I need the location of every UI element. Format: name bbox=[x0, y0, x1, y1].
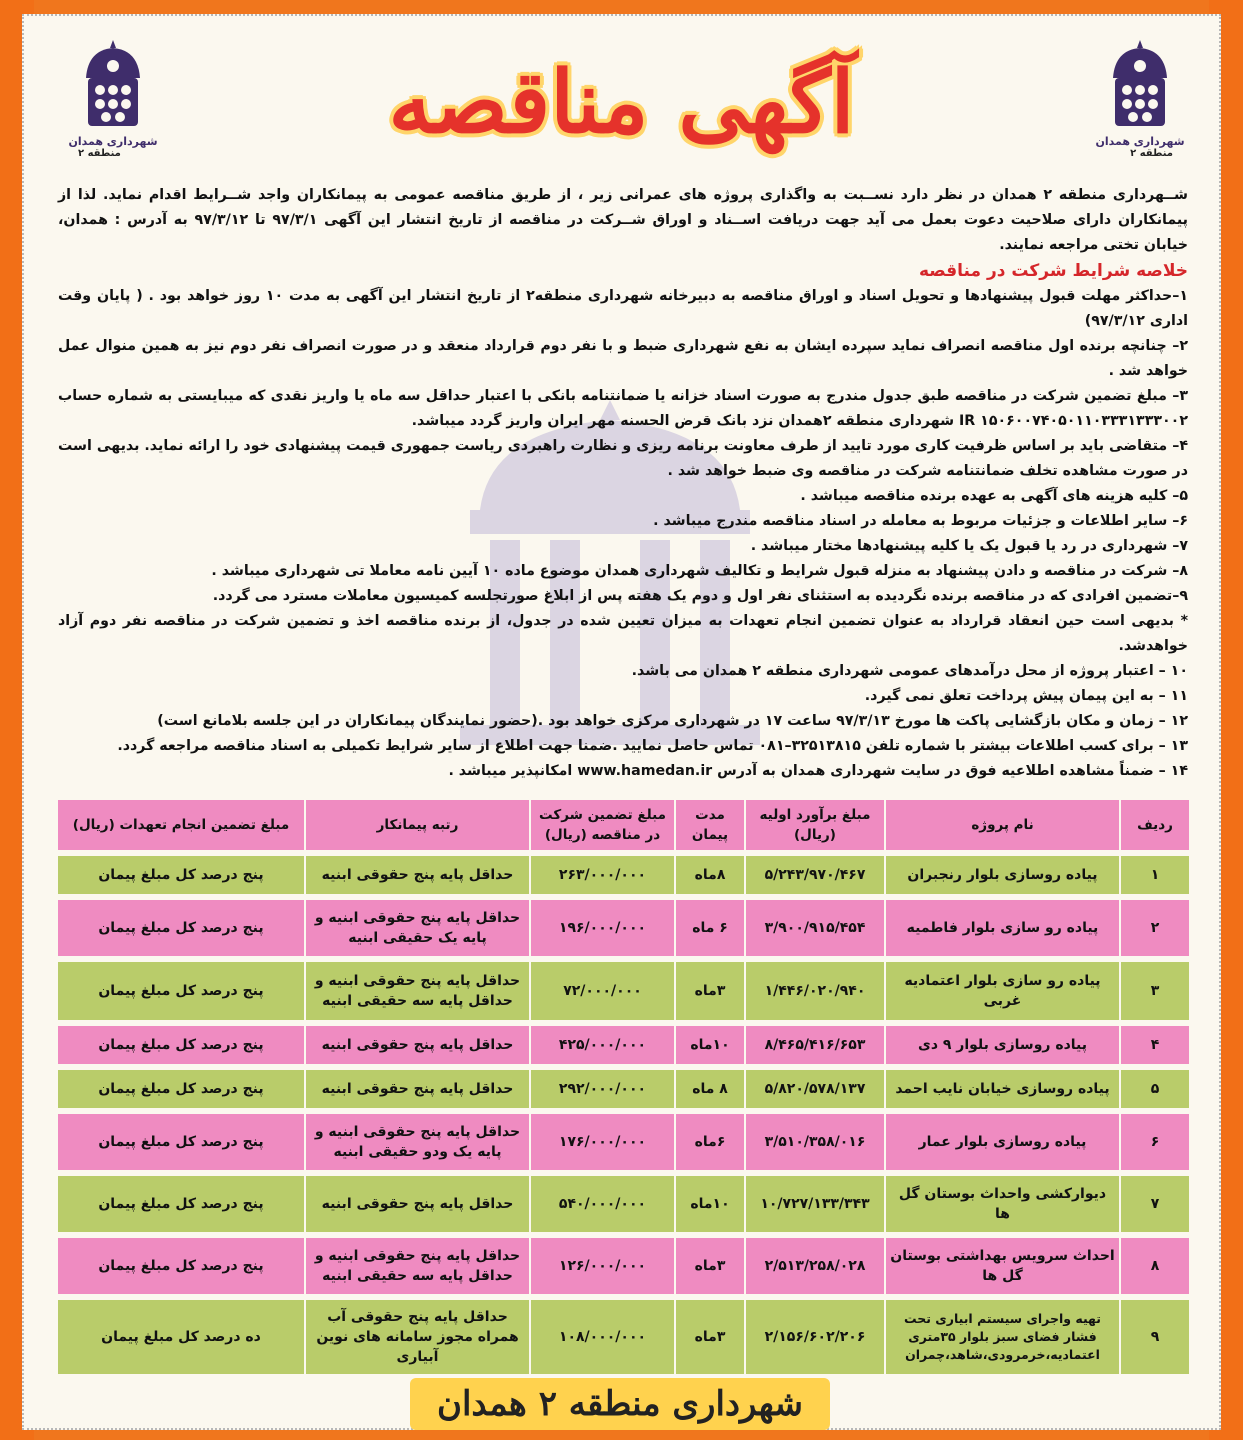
condition-item: ۱۳ – برای کسب اطلاعات بیشتر با شماره تلفن ۳۲۵۱۳۸۱۵–۰۸۱ تماس حاصل نمایید .ضمنا جهت اطلاع از سایر شرایط تکمیلی به اسناد مناقصه مراجعه گردد. bbox=[117, 738, 1188, 754]
cell-duration: ۳ماه bbox=[674, 1300, 744, 1374]
footer-dots-left bbox=[40, 1398, 400, 1412]
cell-performance-bond: پنج درصد کل مبلغ پیمان bbox=[56, 1070, 304, 1108]
cell-project-name: پیاده روسازی بلوار رنجبران bbox=[884, 856, 1119, 894]
condition-item: ۸– شرکت در مناقصه و دادن پیشنهاد به منزله قبول شرایط و تکالیف شهرداری همدان موضوع ماده ۱۰ آیین نامه معاملا تی شهرداری میباشد . bbox=[211, 563, 1188, 579]
condition-item: ۹–تضمین افرادی که در مناقصه برنده نگردیده به استثنای نفر اول و دوم یک هفته پس از ابلاغ صورتجلسه کمیسیون معاملات مسترد می گردد. bbox=[212, 588, 1188, 604]
condition-item: ۲– چنانچه برنده اول مناقصه انصراف نماید سپرده ایشان به نفع شهرداری ضبط و با نفر دوم قرارداد منعقد و در صورت انصراف نفر دوم نیز به همین منوال عمل خواهد شد . bbox=[58, 338, 1188, 379]
col-header-duration: مدت پیمان bbox=[674, 800, 744, 850]
condition-item: ۶– سایر اطلاعات و جزئیات مربوط به معامله در اسناد مناقصه مندرج میباشد . bbox=[653, 513, 1188, 529]
condition-item: ۳– مبلغ تضمین شرکت در مناقصه طبق جدول مندرج به صورت اسناد خزانه یا ضمانتنامه بانکی با اعتبار حداقل سه ماه یا واریز نقدی که میبایستی به شماره حساب IR ۱۵۰۶۰۰۷۴۰۵۰۱۱۰۳۳۳۱۳۳۳۰۰۲ شهرداری منطقه ۲همدان نزد بانک قرض الحسنه مهر ایران واریز گردد میباشد. bbox=[58, 388, 1188, 429]
cell-row-number: ۲ bbox=[1119, 900, 1189, 956]
table-row bbox=[56, 900, 1189, 956]
cell-bid-bond: ۵۴۰/۰۰۰/۰۰۰ bbox=[529, 1176, 674, 1232]
table-row bbox=[56, 1176, 1189, 1232]
cell-contractor-rank: حداقل پایه پنج حقوقی ابنیه bbox=[304, 856, 529, 894]
cell-contractor-rank: حداقل پایه پنج حقوقی ابنیه و پایه یک ودو حقیقی ابنیه bbox=[304, 1114, 529, 1170]
cell-performance-bond: پنج درصد کل مبلغ پیمان bbox=[56, 1026, 304, 1064]
cell-duration: ۱۰ماه bbox=[674, 1026, 744, 1064]
table-row bbox=[56, 962, 1189, 1020]
table-row bbox=[56, 1026, 1189, 1064]
cell-project-name: پیاده رو سازی بلوار اعتمادیه غربی bbox=[884, 962, 1119, 1020]
cell-contractor-rank: حداقل پایه پنج حقوقی ابنیه bbox=[304, 1026, 529, 1064]
intro-paragraph: شــهرداری منطقه ۲ همدان در نظر دارد نســبت به واگذاری پروژه های عمرانی زیر ، از طریق مناقصه عمومی به پیمانکاران واجد شــرایط اقدام نماید. لذا از پیمانکاران دارای صلاحیت دعوت بعمل می آید جهت دریافت اســناد و اوراق شــرکت در مناقصه از تاریخ انتشار این آگهی ۹۷/۳/۱ تا ۹۷/۳/۱۲ به آدرس : همدان، خیابان تختی مراجعه نمایند. bbox=[58, 187, 1188, 253]
cell-row-number: ۷ bbox=[1119, 1176, 1189, 1232]
col-header-project-name: نام پروژه bbox=[884, 800, 1119, 850]
cell-duration: ۸ماه bbox=[674, 856, 744, 894]
cell-row-number: ۶ bbox=[1119, 1114, 1189, 1170]
cell-contractor-rank: حداقل پایه پنج حقوقی ابنیه و حداقل پایه سه حقیقی ابنیه bbox=[304, 962, 529, 1020]
cell-duration: ۶ماه bbox=[674, 1114, 744, 1170]
table-row bbox=[56, 1070, 1189, 1108]
cell-project-name: پیاده روسازی بلوار ۹ دی bbox=[884, 1026, 1119, 1064]
cell-estimate: ۸/۴۶۵/۴۱۶/۶۵۳ bbox=[744, 1026, 884, 1064]
cell-estimate: ۵/۲۴۳/۹۷۰/۴۶۷ bbox=[744, 856, 884, 894]
logo-title: شهرداری همدان bbox=[68, 135, 158, 148]
condition-item: ۵– کلیه هزینه های آگهی به عهده برنده مناقصه میباشد . bbox=[800, 488, 1188, 504]
cell-row-number: ۹ bbox=[1119, 1300, 1189, 1374]
table-row bbox=[56, 1238, 1189, 1294]
table-row bbox=[56, 1300, 1189, 1374]
cell-estimate: ۳/۹۰۰/۹۱۵/۴۵۴ bbox=[744, 900, 884, 956]
cell-performance-bond: پنج درصد کل مبلغ پیمان bbox=[56, 1238, 304, 1294]
col-header-bid-bond: مبلغ تضمین شرکت در مناقصه (ریال) bbox=[529, 800, 674, 850]
cell-project-name: پیاده روسازی خیابان نایب احمد bbox=[884, 1070, 1119, 1108]
cell-performance-bond: پنج درصد کل مبلغ پیمان bbox=[56, 962, 304, 1020]
cell-bid-bond: ۱۷۶/۰۰۰/۰۰۰ bbox=[529, 1114, 674, 1170]
cell-row-number: ۴ bbox=[1119, 1026, 1189, 1064]
cell-contractor-rank: حداقل پایه پنج حقوقی ابنیه و حداقل پایه سه حقیقی ابنیه bbox=[304, 1238, 529, 1294]
cell-duration: ۳ماه bbox=[674, 962, 744, 1020]
condition-item: ۱–حداکثر مهلت قبول پیشنهادها و تحویل اسناد و اوراق مناقصه به دبیرخانه شهرداری منطقه۲ از تاریخ انتشار این آگهی به مدت ۱۰ روز خواهد بود . ( پایان وقت اداری ۹۷/۳/۱۲) bbox=[58, 288, 1188, 329]
cell-project-name: پیاده روسازی بلوار عمار bbox=[884, 1114, 1119, 1170]
table-row bbox=[56, 1114, 1189, 1170]
cell-estimate: ۱/۴۴۶/۰۲۰/۹۴۰ bbox=[744, 962, 884, 1020]
cell-bid-bond: ۱۲۶/۰۰۰/۰۰۰ bbox=[529, 1238, 674, 1294]
cell-project-name: احداث سرویس بهداشتی بوستان گل ها bbox=[884, 1238, 1119, 1294]
footer-banner: شهرداری منطقه ۲ همدان bbox=[410, 1378, 830, 1430]
cell-contractor-rank: حداقل پایه پنج حقوقی ابنیه bbox=[304, 1176, 529, 1232]
projects-table bbox=[56, 794, 1189, 1380]
cell-bid-bond: ۱۰۸/۰۰۰/۰۰۰ bbox=[529, 1300, 674, 1374]
cell-bid-bond: ۲۶۳/۰۰۰/۰۰۰ bbox=[529, 856, 674, 894]
cell-performance-bond: پنج درصد کل مبلغ پیمان bbox=[56, 856, 304, 894]
table-header-row bbox=[56, 800, 1189, 850]
cell-contractor-rank: حداقل پایه پنج حقوقی آب همراه مجوز سامانه های نوین آبیاری bbox=[304, 1300, 529, 1374]
cell-row-number: ۳ bbox=[1119, 962, 1189, 1020]
condition-item: ۱۰ – اعتبار پروژه از محل درآمدهای عمومی شهرداری منطقه ۲ همدان می باشد. bbox=[631, 663, 1188, 679]
cell-duration: ۱۰ماه bbox=[674, 1176, 744, 1232]
cell-performance-bond: پنج درصد کل مبلغ پیمان bbox=[56, 1114, 304, 1170]
conditions-heading: خلاصه شرایط شرکت در مناقصه bbox=[918, 261, 1188, 281]
col-header-row-number: ردیف bbox=[1119, 800, 1189, 850]
cell-row-number: ۸ bbox=[1119, 1238, 1189, 1294]
condition-item: ۱۲ – زمان و مکان بازگشایی پاکت ها مورخ ۹۷/۳/۱۳ ساعت ۱۷ در شهرداری مرکزی خواهد بود .(حضور نمایندگان پیمانکاران در این جلسه بلامانع است) bbox=[157, 713, 1188, 729]
cell-project-name: دیوارکشی واحداث بوستان گل ها bbox=[884, 1176, 1119, 1232]
col-header-contractor-rank: رتبه پیمانکار bbox=[304, 800, 529, 850]
cell-duration: ۶ ماه bbox=[674, 900, 744, 956]
cell-project-name: تهیه واجرای سیستم ابیاری تحت فشار فضای سبز بلوار ۳۵متری اعتمادیه،خرمرودی،شاهد،چمران bbox=[884, 1300, 1119, 1374]
cell-duration: ۳ماه bbox=[674, 1238, 744, 1294]
cell-estimate: ۲/۱۵۶/۶۰۲/۲۰۶ bbox=[744, 1300, 884, 1374]
notice-body bbox=[58, 183, 1188, 784]
cell-bid-bond: ۴۲۵/۰۰۰/۰۰۰ bbox=[529, 1026, 674, 1064]
cell-estimate: ۵/۸۲۰/۵۷۸/۱۳۷ bbox=[744, 1070, 884, 1108]
logo-region: منطقه ۲ bbox=[1130, 148, 1173, 159]
col-header-estimate: مبلغ برآورد اولیه (ریال) bbox=[744, 800, 884, 850]
cell-row-number: ۵ bbox=[1119, 1070, 1189, 1108]
condition-item: * بدیهی است حین انعقاد قرارداد به عنوان تضمین انجام تعهدات به میزان تعیین شده در جدول، از برنده مناقصه اخذ و تضمین شرکت در مناقصه نفر دوم آزاد خواهدشد. bbox=[58, 613, 1188, 654]
cell-estimate: ۱۰/۷۲۷/۱۳۳/۳۴۳ bbox=[744, 1176, 884, 1232]
cell-performance-bond: پنج درصد کل مبلغ پیمان bbox=[56, 1176, 304, 1232]
cell-contractor-rank: حداقل پایه پنج حقوقی ابنیه و پایه یک حقیقی ابنیه bbox=[304, 900, 529, 956]
cell-duration: ۸ ماه bbox=[674, 1070, 744, 1108]
cell-contractor-rank: حداقل پایه پنج حقوقی ابنیه bbox=[304, 1070, 529, 1108]
condition-item: ۷– شهرداری در رد یا قبول یک یا کلیه پیشنهادها مختار میباشد . bbox=[750, 538, 1188, 554]
cell-estimate: ۳/۵۱۰/۳۵۸/۰۱۶ bbox=[744, 1114, 884, 1170]
logo-region: منطقه ۲ bbox=[78, 148, 121, 159]
cell-bid-bond: ۷۲/۰۰۰/۰۰۰ bbox=[529, 962, 674, 1020]
footer-dots-right bbox=[842, 1398, 1202, 1412]
condition-item: ۱۴ – ضمناً مشاهده اطلاعیه فوق در سایت شهرداری همدان به آدرس www.hamedan.ir امکانپذیر میباشد . bbox=[448, 763, 1188, 779]
notice-title: آگهی مناقصه bbox=[388, 52, 855, 153]
cell-performance-bond: پنج درصد کل مبلغ پیمان bbox=[56, 900, 304, 956]
table-row bbox=[56, 856, 1189, 894]
cell-bid-bond: ۱۹۶/۰۰۰/۰۰۰ bbox=[529, 900, 674, 956]
cell-row-number: ۱ bbox=[1119, 856, 1189, 894]
cell-estimate: ۲/۵۱۳/۲۵۸/۰۲۸ bbox=[744, 1238, 884, 1294]
condition-item: ۱۱ – به این پیمان پیش پرداخت تعلق نمی گیرد. bbox=[864, 688, 1188, 704]
cell-bid-bond: ۲۹۲/۰۰۰/۰۰۰ bbox=[529, 1070, 674, 1108]
col-header-performance-bond: مبلغ تضمین انجام تعهدات (ریال) bbox=[56, 800, 304, 850]
logo-title: شهرداری همدان bbox=[1095, 135, 1185, 148]
cell-performance-bond: ده درصد کل مبلغ پیمان bbox=[56, 1300, 304, 1374]
condition-item: ۴– متقاضی باید بر اساس ظرفیت کاری مورد تایید از طرف معاونت برنامه ریزی و نظارت راهبردی ریاست جمهوری قیمت پیشنهادی خود را ارائه نماید. بدیهی است در صورت مشاهده تخلف ضمانتنامه شرکت در مناقصه وی ضبط خواهد شد . bbox=[58, 438, 1188, 479]
cell-project-name: پیاده رو سازی بلوار فاطمیه bbox=[884, 900, 1119, 956]
